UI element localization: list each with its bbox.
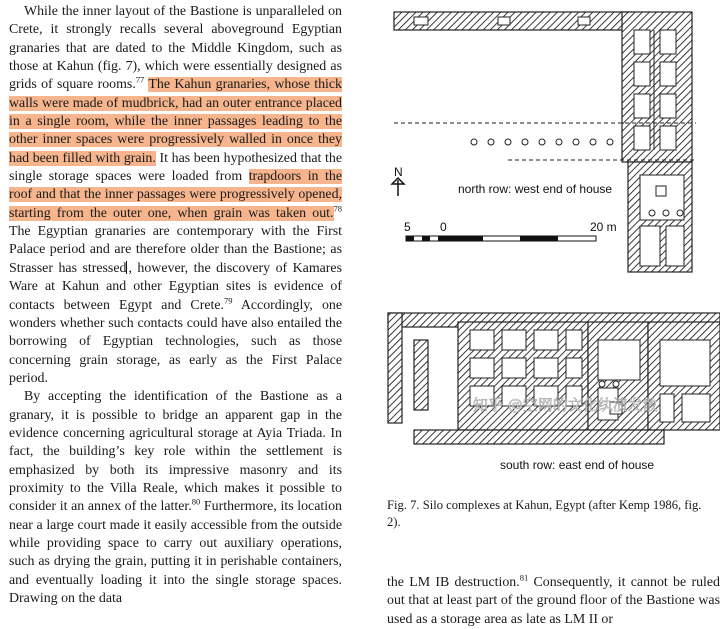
north-arrow bbox=[392, 165, 404, 196]
highlighted-text: The Kahun granaries, whose thick walls were made of mudbrick, had an outer entrance placed in a single room, while the inner passages leading to the other inner spaces were progressively walled in once they had been filled with grain. bbox=[9, 77, 342, 166]
scale-0: 0 bbox=[440, 220, 447, 234]
text-run: the LM IB destruction. bbox=[387, 575, 520, 590]
footnote-ref[interactable]: 77 bbox=[135, 74, 145, 85]
text-run: Consequently, it cannot be ruled out that at least part of the ground floor of the Bastione was used as a storage area as late as LM II or bbox=[387, 575, 720, 627]
text-run: By accepting the identification of the Bastione as a granary, it is possible to bridge an apparent gap in the evidence concerning agricultural storage at Ayia Triada. In fact, the building’s key role within the settlement is emphasized by both its impressive masonry and its proximity to the Villa Reale, which makes it possible to consider it an annex of the latter. bbox=[9, 389, 342, 515]
text-run: Accordingly, one wonders whether such contacts could have also entailed the borrowing of Egyptian technologies, such as those concerning grain storage, as early as the First Palace period. bbox=[9, 297, 342, 386]
compass-letter: N bbox=[394, 165, 403, 179]
footnote-ref[interactable]: 80 bbox=[191, 496, 201, 507]
caption-text: Fig. 7. Silo complexes at Kahun, Egypt (after Kemp 1986, fig. 2). bbox=[387, 498, 702, 529]
figure-7 bbox=[378, 0, 720, 540]
scale-5: 5 bbox=[404, 220, 411, 234]
footnote-ref[interactable]: 79 bbox=[224, 294, 233, 305]
text-run: It has been hypothesized that the single storage spaces were loaded from bbox=[9, 150, 342, 185]
south-row-label: south row: east end of house bbox=[500, 458, 655, 472]
north-row-label: north row: west end of house bbox=[458, 182, 613, 196]
scale-bar bbox=[404, 220, 617, 241]
footnote-ref[interactable]: 78 bbox=[333, 203, 342, 214]
text-run: While the inner layout of the Bastione is unparalleled on Crete, it strongly recalls several aboveground Egyptian granaries that are dated to the Middle Kingdom, such as those at Kahun (fig. 7), which were essentially designed as grids of square rooms. bbox=[9, 4, 342, 93]
watermark-text: 知乎 @空网的文化纨溃发散 bbox=[473, 396, 658, 414]
paragraph-2 bbox=[9, 388, 342, 608]
south-plan bbox=[388, 313, 720, 444]
left-column bbox=[9, 3, 342, 608]
highlighted-text: trapdoors in the roof and that the inner passages were progressively opened, starting from the outer one, when grain was taken out. bbox=[9, 169, 342, 221]
text-run: The Egyptian granaries are contemporary with the First Palace period and are therefore older than the Bastione; as Strasser has stressed bbox=[9, 224, 342, 276]
paragraph-3 bbox=[387, 574, 720, 629]
paragraph-1 bbox=[9, 3, 342, 388]
text-run: , however, the discovery of Kamares Ware at Kahun and other Egyptian sites is evidence of contacts between Egypt and Crete. bbox=[9, 260, 343, 313]
footnote-ref[interactable]: 81 bbox=[519, 572, 529, 583]
text-run: Furthermore, its location near a large court made it easily accessible from the outside while providing space to carry out auxiliary operations, such as drying the grain, putting it in perishable containers, and eventually loading it into the single storage spaces. Drawing on the data bbox=[9, 499, 342, 606]
right-column-text bbox=[387, 574, 720, 629]
plan-drawing bbox=[378, 0, 720, 540]
figure-caption bbox=[387, 497, 717, 531]
scale-20: 20 m bbox=[590, 220, 617, 234]
